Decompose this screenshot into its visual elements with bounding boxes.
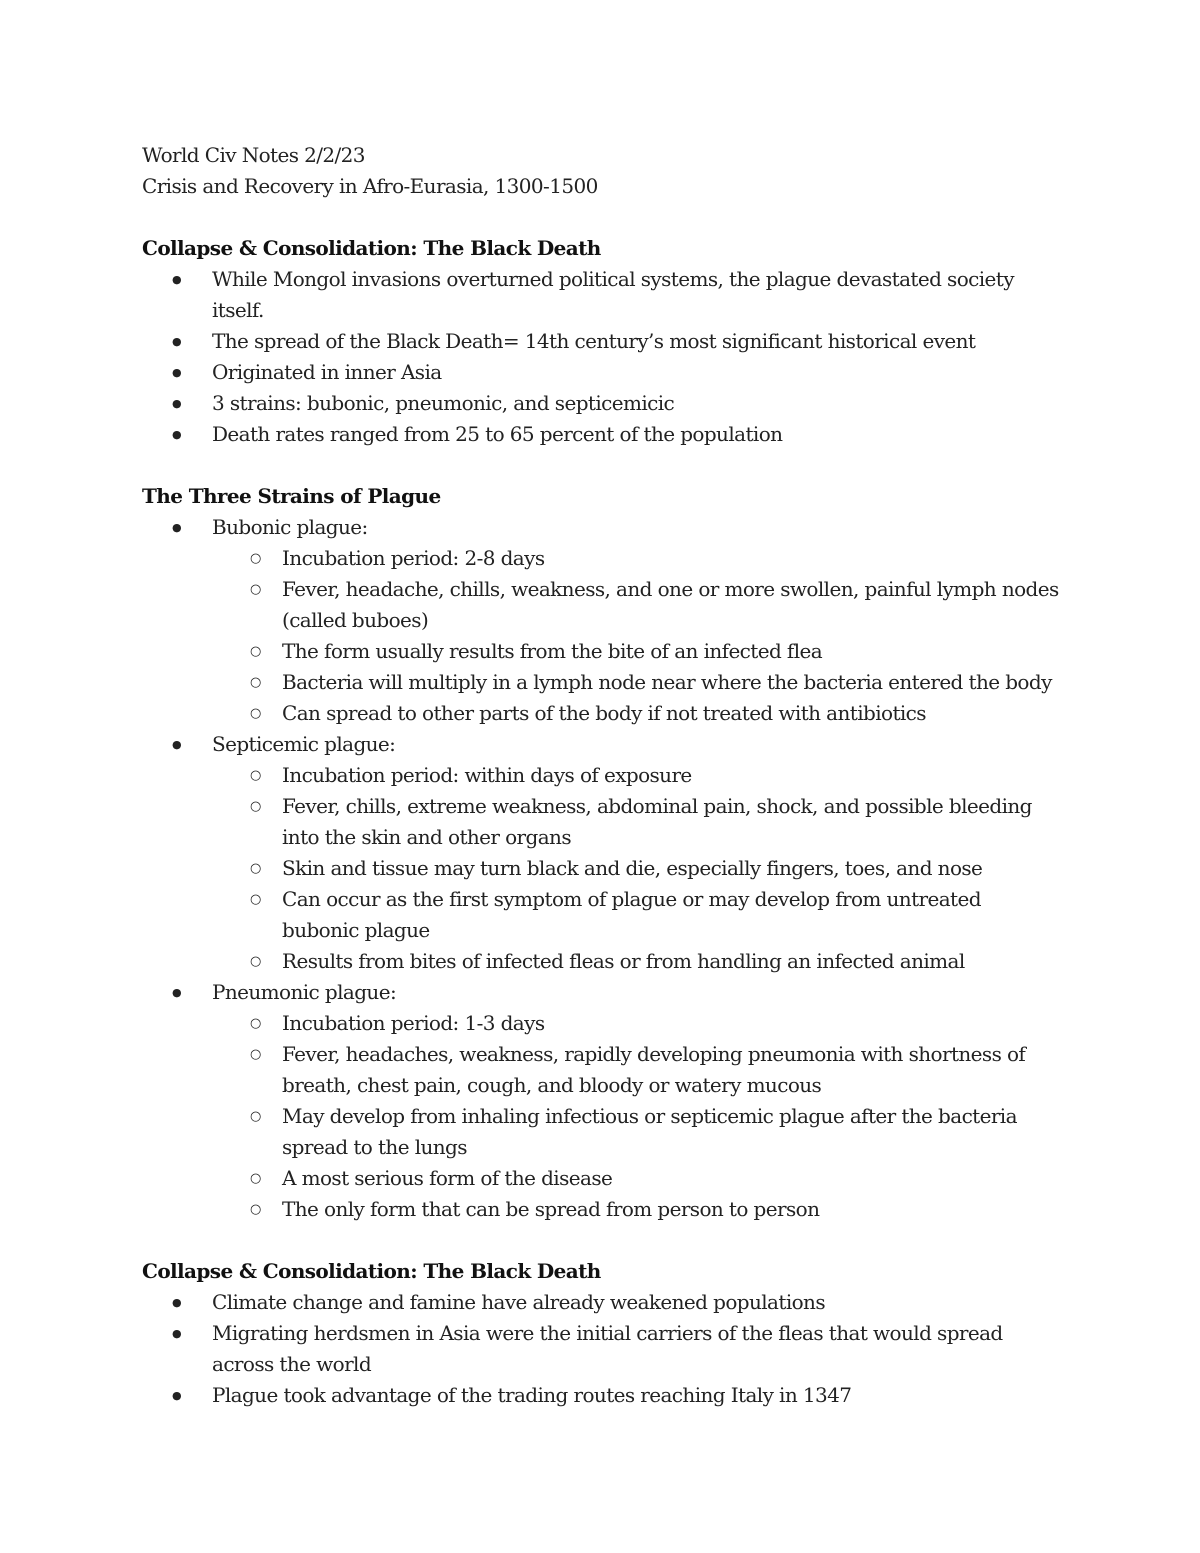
strain-label: Bubonic plague: [212, 515, 368, 539]
strain-item-septicemic [212, 729, 1062, 977]
strain-item-bubonic [212, 512, 1062, 729]
sub-bullet-item: ○ Skin and tissue may turn black and die, especially fingers, toes, and nose [282, 853, 1062, 884]
sub-bullet-item: ○ Incubation period: 2-8 days [282, 543, 1062, 574]
section-heading-collapse-2: Collapse & Consolidation: The Black Death [142, 1259, 601, 1283]
strain-detail-list [212, 760, 1062, 977]
section-heading-collapse-1: Collapse & Consolidation: The Black Death [142, 236, 601, 260]
sub-bullet-item: ○ The only form that can be spread from person to person [282, 1194, 1062, 1225]
section-3-bullet-list [142, 1287, 1062, 1411]
sub-bullet-item: ○ Fever, headache, chills, weakness, and one or more swollen, painful lymph nodes (called buboes) [282, 574, 1062, 636]
sub-bullet-item: ○ The form usually results from the bite of an infected flea [282, 636, 1062, 667]
sub-bullet-item: ○ A most serious form of the disease [282, 1163, 1062, 1194]
strain-detail-list [212, 543, 1062, 729]
sub-bullet-item: ○ Bacteria will multiply in a lymph node near where the bacteria entered the body [282, 667, 1062, 698]
sub-bullet-item: ○ Can spread to other parts of the body if not treated with antibiotics [282, 698, 1062, 729]
document-page [142, 140, 1062, 1411]
sub-bullet-item: ○ Fever, chills, extreme weakness, abdominal pain, shock, and possible bleeding into the skin and other organs [282, 791, 1062, 853]
strain-label: Pneumonic plague: [212, 980, 397, 1004]
bullet-item: ● Plague took advantage of the trading routes reaching Italy in 1347 [212, 1380, 1062, 1411]
bullet-item: ● Death rates ranged from 25 to 65 percent of the population [212, 419, 1062, 450]
sub-bullet-item: ○ Incubation period: 1-3 days [282, 1008, 1062, 1039]
section-heading-three-strains: The Three Strains of Plague [142, 484, 441, 508]
strain-detail-list [212, 1008, 1062, 1225]
bullet-item: ● The spread of the Black Death= 14th century’s most significant historical event [212, 326, 1062, 357]
section-1-bullet-list [142, 264, 1062, 450]
document-subtitle: Crisis and Recovery in Afro-Eurasia, 1300-1500 [142, 174, 598, 198]
spacer [142, 1225, 1062, 1256]
sub-bullet-item: ○ May develop from inhaling infectious or septicemic plague after the bacteria spread to the lungs [282, 1101, 1062, 1163]
bullet-item: ● While Mongol invasions overturned political systems, the plague devastated society itself. [212, 264, 1062, 326]
document-title: World Civ Notes 2/2/23 [142, 143, 365, 167]
bullet-item: ● Climate change and famine have already weakened populations [212, 1287, 1062, 1318]
sub-bullet-item: ○ Results from bites of infected fleas or from handling an infected animal [282, 946, 1062, 977]
strain-item-pneumonic [212, 977, 1062, 1225]
spacer [142, 450, 1062, 481]
sub-bullet-item: ○ Fever, headaches, weakness, rapidly developing pneumonia with shortness of breath, chest pain, cough, and bloody or watery mucous [282, 1039, 1062, 1101]
bullet-item: ● Migrating herdsmen in Asia were the initial carriers of the fleas that would spread across the world [212, 1318, 1062, 1380]
bullet-item: ● 3 strains: bubonic, pneumonic, and septicemicic [212, 388, 1062, 419]
sub-bullet-item: ○ Can occur as the first symptom of plague or may develop from untreated bubonic plague [282, 884, 1062, 946]
sub-bullet-item: ○ Incubation period: within days of exposure [282, 760, 1062, 791]
strains-list [142, 512, 1062, 1225]
strain-label: Septicemic plague: [212, 732, 396, 756]
spacer [142, 202, 1062, 233]
bullet-item: ● Originated in inner Asia [212, 357, 1062, 388]
